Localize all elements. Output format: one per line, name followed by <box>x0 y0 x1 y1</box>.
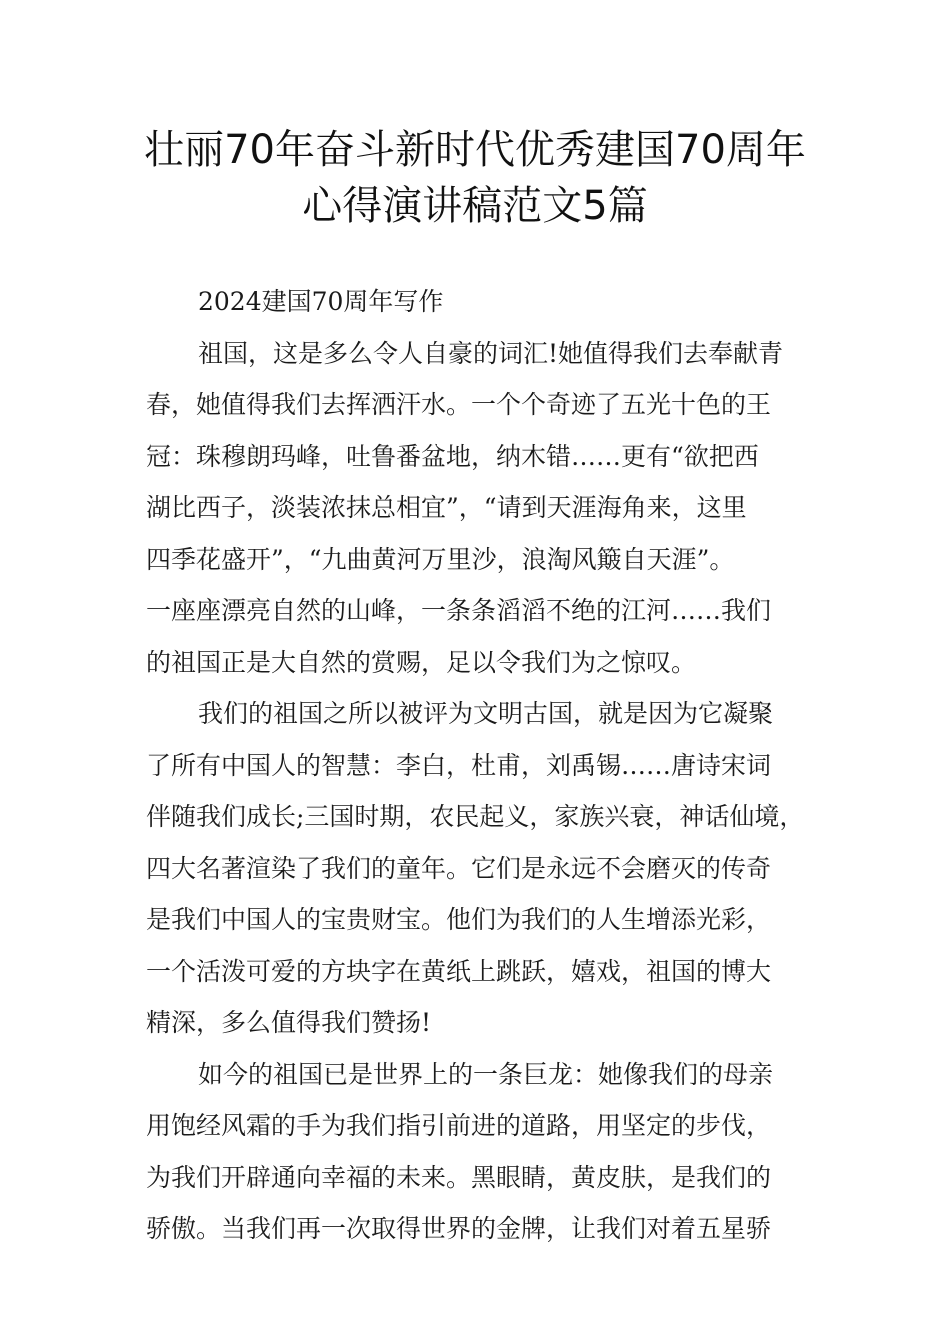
paragraph-line: 四季花盛开”，“九曲黄河万里沙，浪淘风簸自天涯”。 <box>146 544 735 574</box>
paragraph-line: 祖国，这是多么令人自豪的词汇!她值得我们去奉献青 <box>198 338 784 368</box>
document-title <box>0 122 950 234</box>
paragraph-line: 用饱经风霜的手为我们指引前进的道路，用坚定的步伐， <box>146 1111 772 1140</box>
title-line-1: 壮丽70年奋斗新时代优秀建国70周年 <box>144 127 806 173</box>
paragraph-line: 一座座漂亮自然的山峰，一条条滔滔不绝的江河……我们 <box>146 596 772 625</box>
paragraph-line: 了所有中国人的智慧：李白，杜甫，刘禹锡……唐诗宋词 <box>146 750 772 780</box>
paragraph-2 <box>146 688 822 1049</box>
paragraph-line: 冠：珠穆朗玛峰，吐鲁番盆地，纳木错……更有“欲把西 <box>146 441 759 471</box>
paragraph-line: 一个活泼可爱的方块字在黄纸上跳跃，嬉戏，祖国的博大 <box>146 956 772 986</box>
paragraph-line: 精深，多么值得我们赞扬! <box>146 1008 432 1037</box>
paragraph-3 <box>146 1049 822 1255</box>
paragraph-line: 我们的祖国之所以被评为文明古国，就是因为它凝聚 <box>198 699 774 728</box>
paragraph-line: 是我们中国人的宝贵财宝。他们为我们的人生增添光彩， <box>146 905 772 934</box>
paragraph-line: 如今的祖国已是世界上的一条巨龙：她像我们的母亲 <box>198 1059 774 1089</box>
paragraph-line: 骄傲。当我们再一次取得世界的金牌，让我们对着五星骄 <box>146 1214 772 1243</box>
title-line-2: 心得演讲稿范文5篇 <box>302 183 648 229</box>
paragraph-line: 春，她值得我们去挥洒汗水。一个个奇迹了五光十色的王 <box>146 390 772 419</box>
paragraph-line: 的祖国正是大自然的赏赐，足以令我们为之惊叹。 <box>146 647 697 677</box>
document-body <box>146 276 822 1255</box>
paragraph-line: 湖比西子，淡装浓抹总相宜”，“请到天涯海角来，这里 <box>146 493 747 522</box>
paragraph-line: 四大名著渲染了我们的童年。它们是永远不会磨灭的传奇 <box>146 853 772 883</box>
paragraph-1 <box>146 328 822 689</box>
paragraph-line: 为我们开辟通向幸福的未来。黑眼睛，黄皮肤，是我们的 <box>146 1162 772 1192</box>
subtitle: 2024建国70周年写作 <box>198 287 444 316</box>
paragraph-line: 伴随我们成长;三国时期，农民起义，家族兴衰，神话仙境， <box>146 802 805 831</box>
